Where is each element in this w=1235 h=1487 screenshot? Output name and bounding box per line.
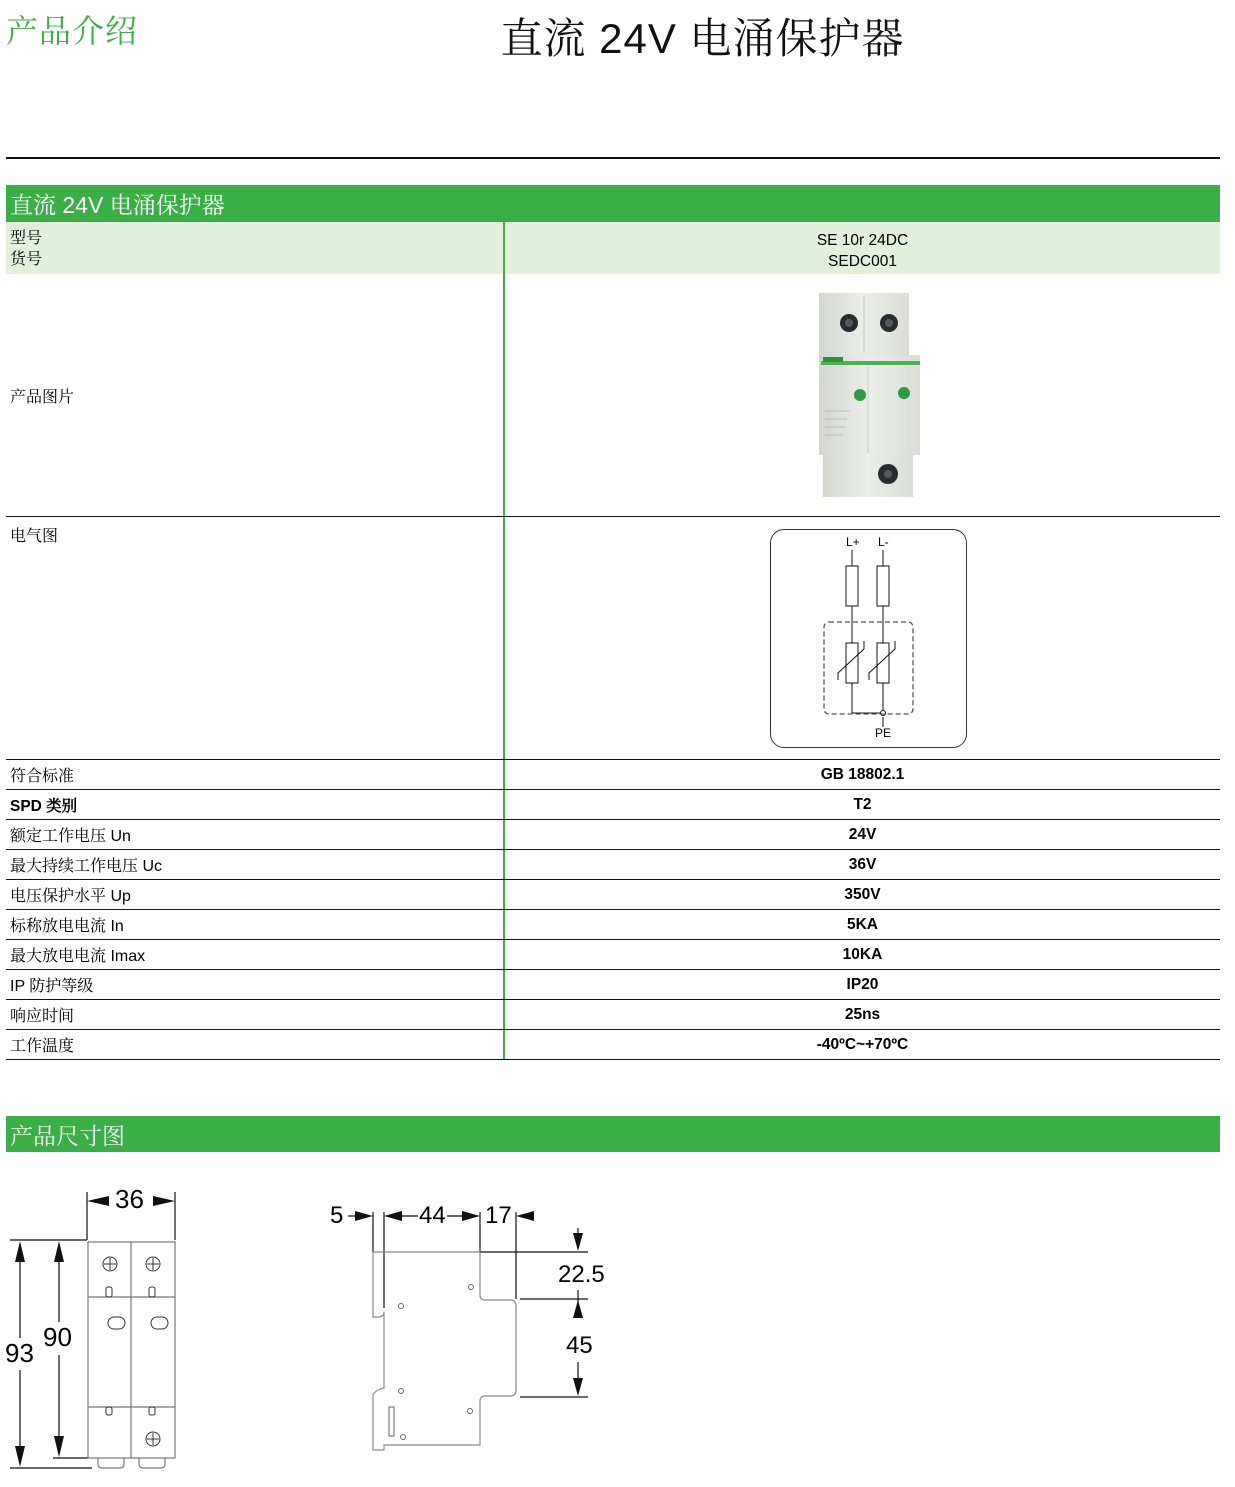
spec-label: SPD 类别 (6, 790, 505, 819)
top-step-dimension: 22.5 (558, 1261, 605, 1288)
spec-value: 350V (844, 885, 881, 903)
terminal-minus-label: L- (878, 535, 889, 549)
item-label: 货号 (10, 251, 43, 268)
model-values (505, 222, 1220, 274)
main-depth-dimension: 44 (419, 1202, 446, 1229)
front-depth-dimension: 17 (485, 1202, 512, 1229)
spec-value: IP20 (846, 975, 879, 993)
photo-label: 产品图片 (6, 274, 505, 516)
top-divider (6, 157, 1220, 159)
spec-row (6, 820, 1220, 850)
total-height-dimension: 93 (5, 1338, 34, 1368)
spec-label: 最大持续工作电压 Uc (6, 850, 505, 879)
diagram-label: 电气图 (6, 517, 505, 759)
spec-row (6, 850, 1220, 880)
spec-value: T2 (853, 795, 872, 813)
spec-row (6, 1030, 1220, 1060)
terminal-plus-label: L+ (846, 535, 860, 549)
spec-value: 24V (848, 825, 877, 843)
spec-label: 电压保护水平 Up (6, 880, 505, 909)
product-photo (813, 291, 925, 501)
model-row (6, 222, 1220, 274)
model-label: 型号 (10, 230, 43, 247)
width-dimension: 36 (115, 1184, 144, 1214)
spec-value: -40ºC~+70ºC (816, 1035, 909, 1053)
spec-label: 符合标准 (6, 760, 505, 789)
dimension-section-title: 产品尺寸图 (6, 1116, 1220, 1152)
spec-label: IP 防护等级 (6, 970, 505, 999)
spec-label: 额定工作电压 Un (6, 820, 505, 849)
spec-row (6, 1000, 1220, 1030)
page-title: 直流 24V 电涌保护器 (500, 15, 905, 62)
spec-row (6, 940, 1220, 970)
diagram-row (6, 517, 1220, 760)
spec-value: 5KA (846, 915, 878, 933)
spec-table (6, 222, 1220, 1060)
spec-value: GB 18802.1 (820, 765, 905, 783)
spec-value: 25ns (844, 1005, 881, 1023)
model-value: SE 10r 24DC (816, 232, 909, 249)
front-height-dimension: 45 (566, 1332, 593, 1359)
body-height-dimension: 90 (43, 1322, 72, 1352)
spec-value: 10KA (842, 945, 883, 963)
spec-row (6, 790, 1220, 820)
spec-row (6, 970, 1220, 1000)
side-view-drawing (320, 1195, 620, 1460)
item-value: SEDC001 (828, 253, 897, 270)
spec-row (6, 910, 1220, 940)
spec-label: 标称放电电流 In (6, 910, 505, 939)
spec-label: 最大放电电流 Imax (6, 940, 505, 969)
ground-label: PE (875, 726, 892, 740)
spec-value: 36V (848, 855, 877, 873)
electrical-diagram (770, 529, 967, 748)
model-labels (6, 222, 505, 274)
spec-row (6, 880, 1220, 910)
rail-offset-dimension: 5 (330, 1202, 344, 1229)
spec-row (6, 760, 1220, 790)
front-view-drawing (0, 1180, 200, 1480)
spec-label: 工作温度 (6, 1030, 505, 1059)
circuit-schematic (771, 530, 968, 749)
spec-section-title: 直流 24V 电涌保护器 (6, 185, 1220, 222)
section-label: 产品介绍 (6, 13, 139, 49)
photo-row (6, 274, 1220, 517)
spec-label: 响应时间 (6, 1000, 505, 1029)
